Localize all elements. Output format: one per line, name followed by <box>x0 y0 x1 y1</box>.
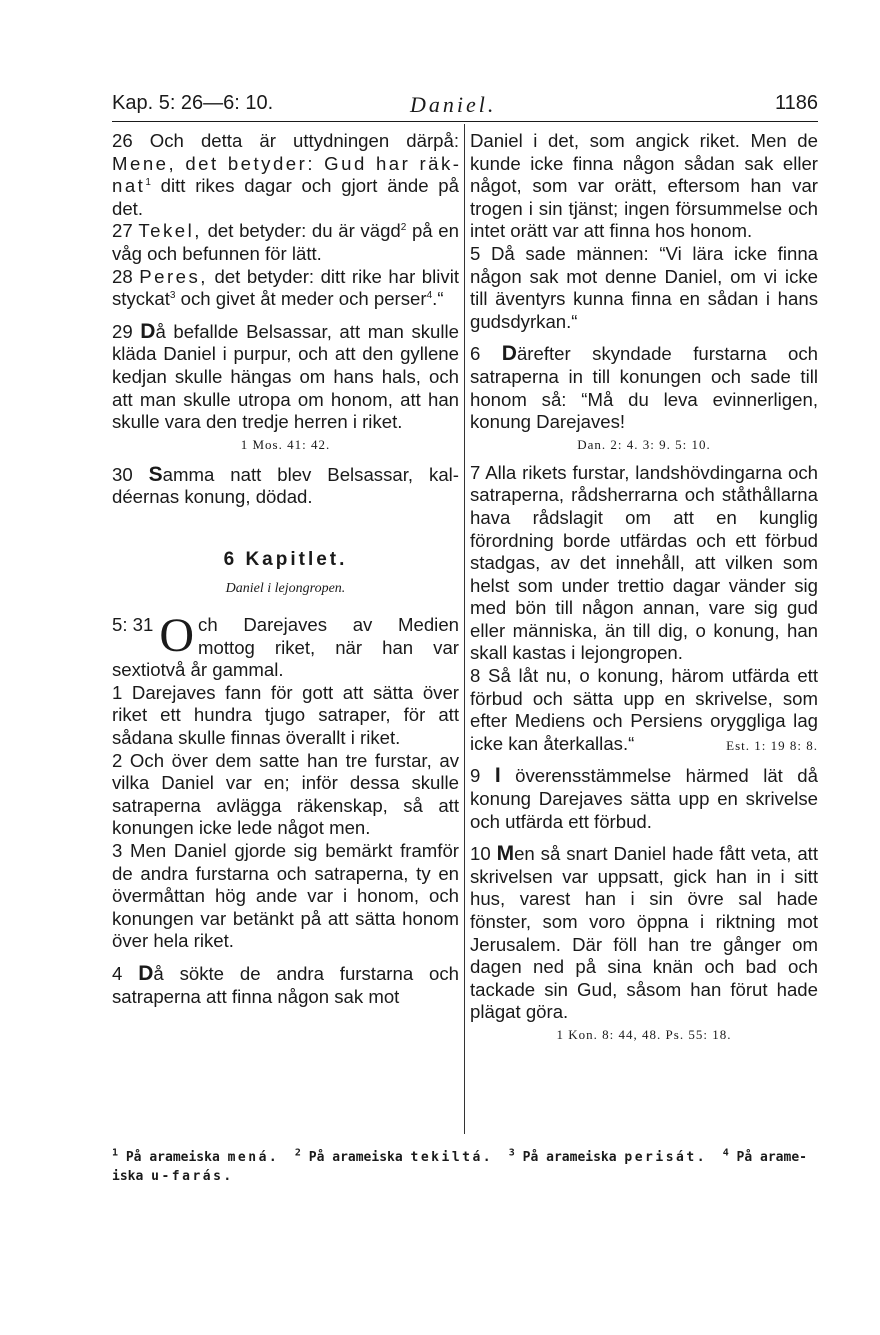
verse-2: 2 Och över dem satte han tre furstar, av vilka Daniel var en; inför dessa skulle satraperna avlägga räkenskap, så att konungen icke lede något men. <box>112 749 459 839</box>
verse-9: 9 I överensstämmelse härmed lät då konung Darejaves sätta upp en skrivelse och utfärda ett förbud. <box>470 764 818 832</box>
verse-1: 1 Darejaves fann för gott att sätta över riket ett hundra tjugo satraper, för att sådana skulle finnas överallt i riket. <box>112 681 459 749</box>
chapter-subtitle: Daniel i lejongropen. <box>225 580 346 596</box>
cross-reference: 1 Kon. 8: 44, 48. Ps. 55: 18. <box>556 1026 732 1042</box>
verse-6: 6 Därefter skyndade furstarna och satraperna in till konungen och sade till honom så: “Må du leva evinnerligen, konung Darejaves! <box>470 342 818 433</box>
footnotes: $^1$ På arameiska mená. $^2$ På arameiska tekiltá. $^3$ På arameiska perisát. $^4$ På arameiska u-farás. <box>112 1147 807 1184</box>
verse-5: 5 Då sade männen: “Vi lära icke finna någon sak mot denne Daniel, om vi icke till äventyrs kunna finna en sådan i hans gudsdyrkan.“ <box>470 242 818 332</box>
verse-3: 3 Men Daniel gjorde sig bemärkt framför de andra furstarna och satraperna, ty en övermåttan hög ande var i honom, och konungen var betänkt på att sätta honom över hela riket. <box>112 840 459 952</box>
verse-26: 26 Och detta är uttydningen därpå: Mene, det betyder: Gud har räknat$^1$ ditt rikes dagar och gjort ände på det. <box>112 130 459 219</box>
verse-30: 30 Samma natt blev Belsassar, kaldéernas konung, dödad. <box>112 462 459 508</box>
header-rule <box>112 121 818 122</box>
cross-reference: 1 Mos. 41: 42. <box>240 436 331 452</box>
page-number: 1186 <box>774 92 818 114</box>
verse-29: 29 Då befallde Belsassar, att man skulle kläda Daniel i purpur, och att den gyllene kedjan skulle hängas om hans hals, och att man skulle utropa om honom, att han skulle vara den tredje herren i riket. <box>112 319 459 433</box>
verse-27: 27 Tekel, det betyder: du är vägd$^2$ på en våg och befunnen för lätt. <box>112 220 459 264</box>
verse-28: 28 Peres, det betyder: ditt rike har blivit styckat$^3$ och givet åt meder och perser$^4$.“ <box>112 265 459 310</box>
verse-10: 10 Men så snart Daniel hade fått veta, att skrivelsen var uppsatt, gick han in i sitt hus, varest han i sin övre sal hade fönster, som voro öppna i riktning mot Jerusalem. Där föll han tre gånger om dagen ned på sina knän och bad och tackade sin Gud, såsom han förut hade plägat göra. <box>470 842 818 1023</box>
cross-reference: Dan. 2: 4. 3: 9. 5: 10. <box>577 436 711 452</box>
chapter-heading: 6 Kapitlet. <box>223 548 348 570</box>
column-divider <box>464 124 465 1134</box>
verse-7: 7 Alla rikets furstar, landshövdingarna och satraperna, rådsherrarna och ståthållarna hava rådslagit om att en kunglig förordning borde utfärdas och ett förbud stadgas, av det innehåll, att vilken som helst som under trettio dagar vänder sig med bön till någon annan, vare sig gud eller människa, än till dig, o konung, han skall kastas i lejongropen. <box>470 461 818 664</box>
running-header <box>112 92 818 118</box>
drop-cap: O <box>159 609 195 663</box>
right-column <box>470 130 818 1052</box>
verse-4: 4 Då sökte de andra furstarna och satraperna att finna någon sak mot <box>112 962 459 1007</box>
verse-4-continued: Daniel i det, som angick riket. Men de kunde icke finna någon sådan sak eller något, som var orätt, eftersom han var trogen i sin tjänst; ingen försummelse och intet orätt var att finna hos honom. <box>470 130 818 242</box>
verse-8: 8 Så låt nu, o konung, härom utfärda ett förbud och sätta upp en skrivelse, som efter Mediens och Persiens oryggliga lag icke kan återkallas.“ Est. 1: 19 8: 8. <box>470 665 818 755</box>
left-column <box>112 130 459 1008</box>
chapter-range: Kap. 5: 26—6: 10. <box>112 92 274 114</box>
cross-reference: Est. 1: 19 8: 8. <box>726 737 818 753</box>
book-title: Daniel. <box>410 92 497 117</box>
verse-5-31: 5: 31 O ch Darejaves av Medien mottog riket, när han var sextiotvå år gammal. <box>112 609 459 681</box>
